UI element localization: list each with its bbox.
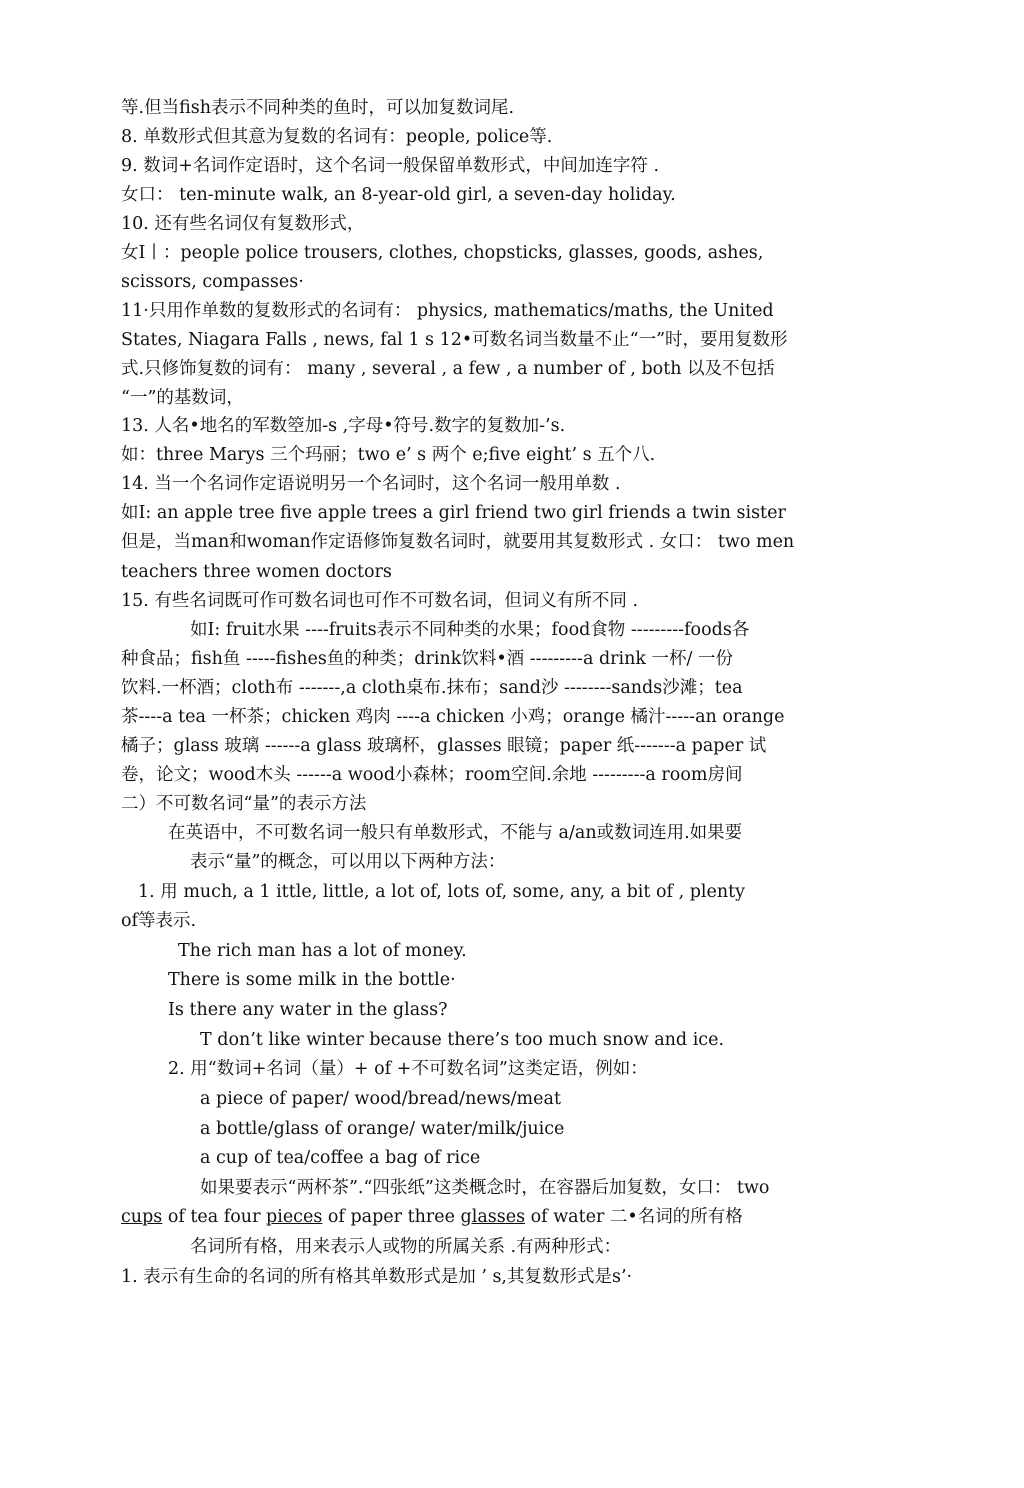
text-line: teachers three women doctors <box>121 562 392 582</box>
text-line: “一”的基数词， <box>121 388 244 408</box>
text-span: of water 二•名词的所有格 <box>525 1207 743 1227</box>
text-line: States, Niagara Falls , news, fal 1 s 12•可数名词当数量不止“一”时，要用复数形 <box>121 330 788 350</box>
text-line: 女口： ten-minute walk, an 8-year-old girl, a seven-day holiday. <box>121 185 676 205</box>
text-line: 橘子；glass 玻璃 ------a glass 玻璃杯，glasses 眼镜；paper 纸-------a paper 试 <box>121 736 767 756</box>
text-line: 女I丨：people police trousers, clothes, chopsticks, glasses, goods, ashes, <box>121 243 764 263</box>
text-line: 9. 数词+名词作定语时，这个名词一般保留单数形式，中间加连字符 . <box>121 156 660 176</box>
example-line: a piece of paper/ wood/bread/news/meat <box>200 1089 561 1109</box>
text-line: 1. 表示有生命的名词的所有格其单数形式是加 ’ s,其复数形式是s’· <box>121 1267 633 1287</box>
underlined-word: glasses <box>460 1207 526 1227</box>
text-span: of paper three <box>322 1207 461 1227</box>
text-line: 表示“量”的概念，可以用以下两种方法： <box>190 852 506 872</box>
text-line: 如果要表示“两杯茶”.“四张纸”这类概念时，在容器后加复数，女口： two <box>200 1178 770 1198</box>
example-line: There is some milk in the bottle· <box>168 970 456 990</box>
underlined-word: pieces <box>266 1207 323 1227</box>
text-line: 如I: an apple tree five apple trees a girl friend two girl friends a twin sister <box>121 503 786 523</box>
text-line: 1. 用 much, a 1 ittle, little, a lot of, lots of, some, any, a bit of , plenty <box>138 882 746 902</box>
example-line: a bottle/glass of orange/ water/milk/juice <box>200 1119 565 1139</box>
section-heading: 二）不可数名词“量”的表示方法 <box>121 794 367 814</box>
text-line: 10. 还有些名词仅有复数形式， <box>121 214 365 234</box>
text-line: 式.只修饰复数的词有： many , several , a few , a number of , both 以及不包括 <box>121 359 775 379</box>
text-line: 种食品；fish鱼 -----fishes鱼的种类；drink饮料•酒 ---------a drink 一杯/ 一份 <box>121 649 734 669</box>
text-line: of等表示. <box>121 911 197 931</box>
text-line: 13. 人名•地名的军数箜加-s ,字母•符号.数字的复数加-’s. <box>121 416 566 436</box>
text-line: 如I: fruit水果 ----fruits表示不同种类的水果；food食物 ---------foods各 <box>190 620 750 640</box>
text-line <box>121 1205 921 1229</box>
text-line: 14. 当一个名词作定语说明另一个名词时，这个名词一般用单数 . <box>121 474 621 494</box>
text-line: 茶----a tea 一杯茶；chicken 鸡肉 ----a chicken 小鸡；orange 橘汁-----an orange <box>121 707 785 727</box>
text-line: scissors, compasses· <box>121 272 304 292</box>
text-line: 名词所有格，用来表示人或物的所属关系 .有两种形式： <box>190 1237 622 1257</box>
text-line: 饮料.一杯酒；cloth布 -------,a cloth桌布.抹布；sand沙 --------sands沙滩；tea <box>121 678 743 698</box>
text-span: of tea four <box>162 1207 267 1227</box>
text-line: 卷，论文；wood木头 ------a wood小森林；room空间.余地 ---------a room房间 <box>121 765 743 785</box>
text-line: 8. 单数形式但其意为复数的名词有：people, police等. <box>121 127 553 147</box>
text-line: 11·只用作单数的复数形式的名词有： physics, mathematics/maths, the United <box>121 301 774 321</box>
text-line: 在英语中，不可数名词一般只有单数形式，不能与 a/an或数词连用.如果要 <box>168 823 743 843</box>
example-line: The rich man has a lot of money. <box>178 941 467 961</box>
example-line: a cup of tea/coffee a bag of rice <box>200 1148 481 1168</box>
text-line: 15. 有些名词既可作可数名词也可作不可数名词，但词义有所不同 . <box>121 591 639 611</box>
underlined-word: cups <box>121 1207 163 1227</box>
text-line: 但是，当man和woman作定语修饰复数名词时，就要用其复数形式 . 女口： two men <box>121 532 795 552</box>
example-line: Is there any water in the glass? <box>168 1000 448 1020</box>
example-line: T don’t like winter because there’s too much snow and ice. <box>200 1030 725 1050</box>
text-line: 2. 用“数词+名词（量）+ of +不可数名词”这类定语，例如： <box>168 1059 648 1079</box>
text-line: 如：three Marys 三个玛丽；two e’ s 两个 e;five eight’ s 五个八. <box>121 445 656 465</box>
text-line: 等.但当fish表示不同种类的鱼时，可以加复数词尾. <box>121 98 515 118</box>
